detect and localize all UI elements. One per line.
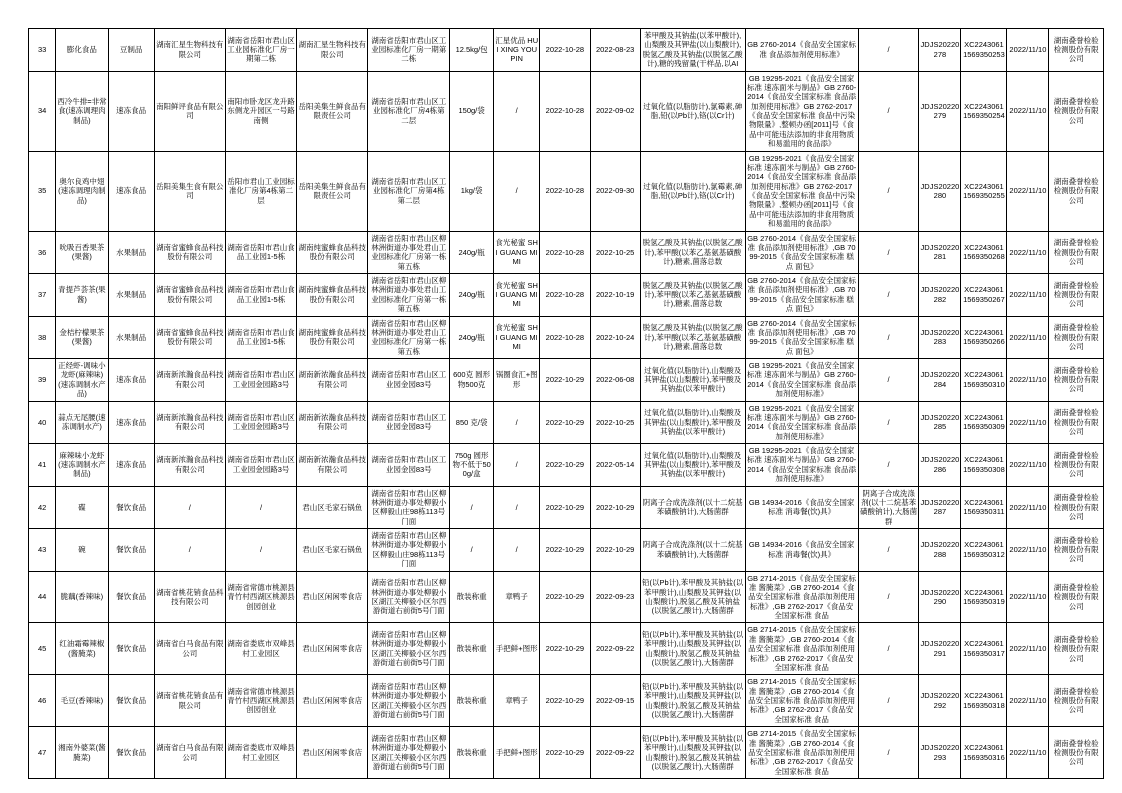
cell-report_no: XC22430611569350309 bbox=[961, 401, 1007, 444]
cell-spec: 600克 圆形物500克 bbox=[450, 359, 494, 402]
cell-producer: 湖南新浓瀚食品科技有限公司 bbox=[154, 401, 225, 444]
cell-food_name: 红油霜霉辣椒(酱腌菜) bbox=[56, 623, 108, 675]
cell-basis: GB 2760-2014《食品安全国家标准 食品添加剂使用标准》,GB 7099-2015《食品安全国家标准 糕点 面包》 bbox=[745, 231, 858, 274]
cell-date2: 2022-10-29 bbox=[590, 529, 640, 572]
cell-date1: 2022-10-28 bbox=[540, 151, 590, 231]
table-row bbox=[29, 486, 1104, 529]
cell-agency: 湖南叠誉检验检测股份有限公司 bbox=[1049, 486, 1104, 529]
cell-items: 阴离子合成洗涤剂(以十二烷基苯磺酸钠计),大肠菌群 bbox=[640, 486, 745, 529]
cell-agency: 湖南叠誉检验检测股份有限公司 bbox=[1049, 675, 1104, 727]
cell-producer: / bbox=[154, 529, 225, 572]
cell-date2: 2022-10-25 bbox=[590, 401, 640, 444]
cell-agency: 湖南叠誉检验检测股份有限公司 bbox=[1049, 274, 1104, 317]
cell-date2: 2022-09-15 bbox=[590, 675, 640, 727]
cell-no: 45 bbox=[29, 623, 56, 675]
cell-task: JDJS20220278 bbox=[919, 29, 961, 72]
cell-food_name: 碟 bbox=[56, 486, 108, 529]
cell-spec: 750g 圆形物不低于500g/盒 bbox=[450, 444, 494, 487]
cell-producer_address: 湖南省常德市桃源县青竹村西湖区桃源县创园创业 bbox=[225, 675, 296, 727]
cell-no: 41 bbox=[29, 444, 56, 487]
cell-agency: 湖南叠誉检验检测股份有限公司 bbox=[1049, 231, 1104, 274]
cell-sampled_address: 湖南省岳阳市君山区柳林洲街道办事处柳毅小区湖江关柳毅小区尔西游街道右前街5号门面 bbox=[368, 571, 450, 623]
cell-trademark: 锅圈食汇+图形 bbox=[494, 359, 540, 402]
cell-items: 铅(以Pb计),苯甲酸及其钠盐(以苯甲酸计),山梨酸及其钾盐(以山梨酸计),脱氢乙酸及其钠盐(以脱氢乙酸计),大肠菌群 bbox=[640, 623, 745, 675]
cell-producer_address: 湖南省岳阳市君山食品工业园1-5栋 bbox=[225, 274, 296, 317]
cell-sampled_address: 湖南省岳阳市君山区工业园金园83号 bbox=[368, 444, 450, 487]
cell-task: JDJS20220281 bbox=[919, 231, 961, 274]
cell-producer: 湖南省白马食品有限公司 bbox=[154, 727, 225, 779]
cell-remark: / bbox=[858, 29, 919, 72]
cell-date1: 2022-10-29 bbox=[540, 359, 590, 402]
cell-sampled_unit: 湖南汇星生物科技有限公司 bbox=[297, 29, 368, 72]
cell-remark: / bbox=[858, 274, 919, 317]
cell-sampled_address: 湖南省岳阳市君山区柳林洲街道办事处君山工业园标准化厂房第一栋第五栋 bbox=[368, 316, 450, 359]
cell-date2: 2022-10-29 bbox=[590, 486, 640, 529]
cell-sampled_unit: 君山区毛家石锅鱼 bbox=[297, 529, 368, 572]
cell-producer: 湖南汇星生物科技有限公司 bbox=[154, 29, 225, 72]
cell-producer: 湖南省蜜蜂食品科技股份有限公司 bbox=[154, 274, 225, 317]
cell-basis: GB 19295-2021《食品安全国家标准 速冻面米与制品》GB 2760-2014《食品安全国家标准 食品添加剂使用标准》GB 2762-2017《食品安全国家标准 食品中污染物限量》,整顿办函[2011]号《食品中可能违法添加的非食用物质和易滥用的食品添》 bbox=[745, 151, 858, 231]
cell-trademark: 食光秘蜜 SHI GUANG MI MI bbox=[494, 274, 540, 317]
cell-date2: 2022-09-02 bbox=[590, 71, 640, 151]
cell-notice_date: 2022/11/10 bbox=[1007, 727, 1049, 779]
cell-report_no: XC22430611569350254 bbox=[961, 71, 1007, 151]
cell-trademark: 汇星优品 HUI XING YOU PIN bbox=[494, 29, 540, 72]
cell-sampled_address: 湖南省岳阳市君山区柳林洲街道办事处君山工业园标准化厂房第一栋第五栋 bbox=[368, 231, 450, 274]
cell-producer_address: 湖南省娄底市双峰县村工业园区 bbox=[225, 623, 296, 675]
cell-remark: / bbox=[858, 316, 919, 359]
cell-food_subtype: 速冻食品 bbox=[108, 359, 154, 402]
cell-trademark: / bbox=[494, 71, 540, 151]
cell-date2: 2022-10-19 bbox=[590, 274, 640, 317]
cell-report_no: XC22430611569350312 bbox=[961, 529, 1007, 572]
cell-report_no: XC22430611569350255 bbox=[961, 151, 1007, 231]
cell-no: 34 bbox=[29, 71, 56, 151]
cell-food_subtype: 豆制品 bbox=[108, 29, 154, 72]
cell-remark: / bbox=[858, 231, 919, 274]
cell-trademark: / bbox=[494, 401, 540, 444]
cell-report_no: XC22430611569350308 bbox=[961, 444, 1007, 487]
cell-date1: 2022-10-28 bbox=[540, 71, 590, 151]
cell-basis: GB 19295-2021《食品安全国家标准 速冻面米与制品》GB 2760-2014《食品安全国家标准 食品添加剂使用标准》GB 2762-2017《食品安全国家标准 食品中污染物限量》,整顿办函[2011]号《食品中可能违法添加的非食用物质和易滥用的食品添》 bbox=[745, 71, 858, 151]
cell-no: 36 bbox=[29, 231, 56, 274]
cell-items: 过氧化值(以脂肪计),山梨酸及其钾盐(以山梨酸计),苯甲酸及其钠盐(以苯甲酸计) bbox=[640, 359, 745, 402]
cell-sampled_unit: 君山区闲闲零食店 bbox=[297, 623, 368, 675]
cell-items: 苯甲酸及其钠盐(以苯甲酸计),山梨酸及其钾盐(以山梨酸计),脱氢乙酸及其钠盐(以脱氢乙酸计),糖的残留量(干样品,以AI bbox=[640, 29, 745, 72]
table-row bbox=[29, 274, 1104, 317]
cell-agency: 湖南叠誉检验检测股份有限公司 bbox=[1049, 529, 1104, 572]
table-row bbox=[29, 444, 1104, 487]
cell-report_no: XC22430611569350267 bbox=[961, 274, 1007, 317]
cell-notice_date: 2022/11/10 bbox=[1007, 675, 1049, 727]
cell-notice_date: 2022/11/10 bbox=[1007, 151, 1049, 231]
cell-trademark: 章鸭子 bbox=[494, 675, 540, 727]
cell-agency: 湖南叠誉检验检测股份有限公司 bbox=[1049, 316, 1104, 359]
cell-sampled_unit: 湖南新浓瀚食品科技有限公司 bbox=[297, 359, 368, 402]
cell-trademark: 章鸭子 bbox=[494, 571, 540, 623]
cell-sampled_address: 湖南省岳阳市君山区柳林洲街道办事处柳毅小区湖江关柳毅小区尔西游街道右前街5号门面 bbox=[368, 727, 450, 779]
cell-task: JDJS20220287 bbox=[919, 486, 961, 529]
cell-report_no: XC22430611569350268 bbox=[961, 231, 1007, 274]
cell-food_name: 毛豆(香辣味) bbox=[56, 675, 108, 727]
cell-trademark: / bbox=[494, 444, 540, 487]
cell-sampled_unit: 君山区闲闲零食店 bbox=[297, 675, 368, 727]
cell-producer_address: 湖南省娄底市双峰县村工业园区 bbox=[225, 727, 296, 779]
cell-spec: 150g/袋 bbox=[450, 71, 494, 151]
cell-food_name: 奥尔良鸡中翅(速冻调理肉制品) bbox=[56, 151, 108, 231]
cell-spec: 850 克/袋 bbox=[450, 401, 494, 444]
cell-food_name: 膨化食品 bbox=[56, 29, 108, 72]
cell-producer_address: 湖南省岳阳市君山食品工业园1-5栋 bbox=[225, 316, 296, 359]
cell-basis: GB 2714-2015《食品安全国家标准 酱腌菜》,GB 2760-2014《食品安全国家标准 食品添加剂使用标准》,GB 2762-2017《食品安全国家标准 食品 bbox=[745, 571, 858, 623]
cell-notice_date: 2022/11/10 bbox=[1007, 623, 1049, 675]
cell-no: 33 bbox=[29, 29, 56, 72]
cell-agency: 湖南叠誉检验检测股份有限公司 bbox=[1049, 401, 1104, 444]
cell-food_subtype: 速冻食品 bbox=[108, 401, 154, 444]
cell-task: JDJS20220284 bbox=[919, 359, 961, 402]
cell-sampled_unit: 君山区毛家石锅鱼 bbox=[297, 486, 368, 529]
cell-sampled_unit: 岳阳美集生鲜食品有限责任公司 bbox=[297, 151, 368, 231]
cell-sampled_unit: 湖南新浓瀚食品科技有限公司 bbox=[297, 444, 368, 487]
cell-spec: / bbox=[450, 486, 494, 529]
cell-no: 35 bbox=[29, 151, 56, 231]
table-row bbox=[29, 231, 1104, 274]
cell-food_name: 脆藕(香辣味) bbox=[56, 571, 108, 623]
cell-no: 42 bbox=[29, 486, 56, 529]
cell-spec: 散装称重 bbox=[450, 727, 494, 779]
cell-producer: 湖南新浓瀚食品科技有限公司 bbox=[154, 444, 225, 487]
cell-no: 39 bbox=[29, 359, 56, 402]
cell-sampled_address: 湖南省岳阳市君山区柳林洲街道办事处柳毅小区湖江关柳毅小区尔西游街道右前街5号门面 bbox=[368, 623, 450, 675]
cell-no: 46 bbox=[29, 675, 56, 727]
cell-task: JDJS20220292 bbox=[919, 675, 961, 727]
cell-notice_date: 2022/11/10 bbox=[1007, 529, 1049, 572]
cell-basis: GB 2760-2014《食品安全国家标准 食品添加剂使用标准》 bbox=[745, 29, 858, 72]
cell-report_no: XC22430611569350318 bbox=[961, 675, 1007, 727]
cell-sampled_address: 湖南省岳阳市君山区工业园标准化厂房一期第二栋 bbox=[368, 29, 450, 72]
cell-food_subtype: 速冻食品 bbox=[108, 151, 154, 231]
cell-food_subtype: 水果制品 bbox=[108, 274, 154, 317]
cell-items: 过氧化值(以脂肪计),氯霉素,砷脂,铅(以Pb计),铬(以Cr计) bbox=[640, 151, 745, 231]
cell-task: JDJS20220291 bbox=[919, 623, 961, 675]
cell-notice_date: 2022/11/10 bbox=[1007, 29, 1049, 72]
cell-task: JDJS20220293 bbox=[919, 727, 961, 779]
cell-date1: 2022-10-29 bbox=[540, 444, 590, 487]
cell-agency: 湖南叠誉检验检测股份有限公司 bbox=[1049, 571, 1104, 623]
table-row bbox=[29, 675, 1104, 727]
cell-agency: 湖南叠誉检验检测股份有限公司 bbox=[1049, 71, 1104, 151]
cell-date1: 2022-10-29 bbox=[540, 675, 590, 727]
cell-no: 38 bbox=[29, 316, 56, 359]
cell-task: JDJS20220288 bbox=[919, 529, 961, 572]
cell-trademark: 食光秘蜜 SHI GUANG MI MI bbox=[494, 316, 540, 359]
cell-no: 37 bbox=[29, 274, 56, 317]
cell-basis: GB 2714-2015《食品安全国家标准 酱腌菜》,GB 2760-2014《食品安全国家标准 食品添加剂使用标准》,GB 2762-2017《食品安全国家标准 食品 bbox=[745, 675, 858, 727]
cell-spec: 散装称重 bbox=[450, 675, 494, 727]
cell-producer_address: 岳阳市君山工业园标准化厂房第4栋第二层 bbox=[225, 151, 296, 231]
table-row bbox=[29, 401, 1104, 444]
inspection-results-table bbox=[28, 28, 1104, 779]
cell-report_no: XC22430611569350317 bbox=[961, 623, 1007, 675]
cell-food_subtype: 餐饮食品 bbox=[108, 727, 154, 779]
cell-basis: GB 14934-2016《食品安全国家标准 消毒餐(饮)具》 bbox=[745, 529, 858, 572]
cell-producer: 湖南省桃花销食品科技有限公司 bbox=[154, 571, 225, 623]
cell-report_no: XC22430611569350311 bbox=[961, 486, 1007, 529]
cell-food_name: 湘南外婆菜(酱腌菜) bbox=[56, 727, 108, 779]
cell-task: JDJS20220290 bbox=[919, 571, 961, 623]
cell-trademark: / bbox=[494, 151, 540, 231]
cell-date2: 2022-10-25 bbox=[590, 231, 640, 274]
cell-sampled_address: 湖南省岳阳市君山区工业园标准化厂房第4栋第二层 bbox=[368, 151, 450, 231]
cell-basis: GB 2714-2015《食品安全国家标准 酱腌菜》,GB 2760-2014《食品安全国家标准 食品添加剂使用标准》,GB 2762-2017《食品安全国家标准 食品 bbox=[745, 623, 858, 675]
cell-producer: / bbox=[154, 486, 225, 529]
cell-sampled_address: 湖南省岳阳市君山区柳林洲街道办事处君山工业园标准化厂房第一栋第五栋 bbox=[368, 274, 450, 317]
cell-producer_address: 湖南省常德市桃源县青竹村西湖区桃源县创园创业 bbox=[225, 571, 296, 623]
cell-agency: 湖南叠誉检验检测股份有限公司 bbox=[1049, 727, 1104, 779]
cell-spec: 12.5kg/包 bbox=[450, 29, 494, 72]
cell-spec: 240g/瓶 bbox=[450, 274, 494, 317]
cell-producer: 南阳鲜评食品有限公司 bbox=[154, 71, 225, 151]
cell-agency: 湖南叠誉检验检测股份有限公司 bbox=[1049, 623, 1104, 675]
cell-basis: GB 2714-2015《食品安全国家标准 酱腌菜》,GB 2760-2014《食品安全国家标准 食品添加剂使用标准》,GB 2762-2017《食品安全国家标准 食品 bbox=[745, 727, 858, 779]
cell-items: 铅(以Pb计),苯甲酸及其钠盐(以苯甲酸计),山梨酸及其钾盐(以山梨酸计),脱氢乙酸及其钠盐(以脱氢乙酸计),大肠菌群 bbox=[640, 571, 745, 623]
cell-task: JDJS20220279 bbox=[919, 71, 961, 151]
cell-sampled_address: 湖南省岳阳市君山区柳林洲街道办事处柳毅小区柳毅山庄98栋113号门面 bbox=[368, 486, 450, 529]
cell-task: JDJS20220282 bbox=[919, 274, 961, 317]
cell-producer_address: / bbox=[225, 529, 296, 572]
cell-date1: 2022-10-29 bbox=[540, 623, 590, 675]
cell-notice_date: 2022/11/10 bbox=[1007, 359, 1049, 402]
cell-date2: 2022-10-24 bbox=[590, 316, 640, 359]
cell-remark: / bbox=[858, 71, 919, 151]
cell-items: 铅(以Pb计),苯甲酸及其钠盐(以苯甲酸计),山梨酸及其钾盐(以山梨酸计),脱氢乙酸及其钠盐(以脱氢乙酸计),大肠菌群 bbox=[640, 727, 745, 779]
cell-food_name: 西冷牛排=非常食(速冻调理肉制品) bbox=[56, 71, 108, 151]
cell-sampled_address: 湖南省岳阳市君山区工业园金园83号 bbox=[368, 401, 450, 444]
cell-trademark: / bbox=[494, 529, 540, 572]
cell-trademark: 手把鲜+图形 bbox=[494, 623, 540, 675]
cell-remark: / bbox=[858, 151, 919, 231]
cell-items: 脱氢乙酸及其钠盐(以脱氢乙酸计),苯甲酸(以苯乙基氨基磺酸计),糖素,菌落总数 bbox=[640, 231, 745, 274]
cell-date2: 2022-05-14 bbox=[590, 444, 640, 487]
cell-trademark: 食光秘蜜 SHI GUANG MI MI bbox=[494, 231, 540, 274]
cell-items: 脱氢乙酸及其钠盐(以脱氢乙酸计),苯甲酸(以苯乙基氨基磺酸计),糖素,菌落总数 bbox=[640, 274, 745, 317]
table-row bbox=[29, 29, 1104, 72]
cell-date1: 2022-10-29 bbox=[540, 571, 590, 623]
cell-sampled_unit: 湖南纯蜜蜂食品科技股份有限公司 bbox=[297, 274, 368, 317]
cell-agency: 湖南叠誉检验检测股份有限公司 bbox=[1049, 444, 1104, 487]
table-row bbox=[29, 529, 1104, 572]
cell-spec: 散装称重 bbox=[450, 623, 494, 675]
cell-items: 过氧化值(以脂肪计),氯霉素,砷脂,铅(以Pb计),铬(以Cr计) bbox=[640, 71, 745, 151]
cell-sampled_unit: 君山区闲闲零食店 bbox=[297, 571, 368, 623]
cell-agency: 湖南叠誉检验检测股份有限公司 bbox=[1049, 151, 1104, 231]
cell-date2: 2022-09-22 bbox=[590, 623, 640, 675]
cell-date1: 2022-10-29 bbox=[540, 401, 590, 444]
table-row bbox=[29, 71, 1104, 151]
cell-date2: 2022-06-08 bbox=[590, 359, 640, 402]
cell-no: 44 bbox=[29, 571, 56, 623]
cell-report_no: XC22430611569350266 bbox=[961, 316, 1007, 359]
cell-producer_address: 湖南省岳阳市君山区工业园金园路3号 bbox=[225, 359, 296, 402]
cell-sampled_unit: 湖南纯蜜蜂食品科技股份有限公司 bbox=[297, 231, 368, 274]
cell-notice_date: 2022/11/10 bbox=[1007, 316, 1049, 359]
cell-no: 40 bbox=[29, 401, 56, 444]
cell-sampled_address: 湖南省岳阳市君山区柳林洲街道办事处柳毅小区湖江关柳毅小区尔西游街道右前街5号门面 bbox=[368, 675, 450, 727]
cell-date1: 2022-10-29 bbox=[540, 486, 590, 529]
cell-report_no: XC22430611569350310 bbox=[961, 359, 1007, 402]
cell-sampled_unit: 湖南纯蜜蜂食品科技股份有限公司 bbox=[297, 316, 368, 359]
cell-remark: / bbox=[858, 675, 919, 727]
cell-food_subtype: 速冻食品 bbox=[108, 71, 154, 151]
cell-producer: 岳阳美集生食有限公司 bbox=[154, 151, 225, 231]
cell-spec: 240g/瓶 bbox=[450, 316, 494, 359]
cell-items: 过氧化值(以脂肪计),山梨酸及其钾盐(以山梨酸计),苯甲酸及其钠盐(以苯甲酸计) bbox=[640, 401, 745, 444]
cell-food_name: 青提芦荟茶(果酱) bbox=[56, 274, 108, 317]
cell-food_subtype: 餐饮食品 bbox=[108, 675, 154, 727]
cell-report_no: XC22430611569350253 bbox=[961, 29, 1007, 72]
cell-remark: / bbox=[858, 359, 919, 402]
cell-date1: 2022-10-29 bbox=[540, 529, 590, 572]
cell-notice_date: 2022/11/10 bbox=[1007, 486, 1049, 529]
table-row bbox=[29, 316, 1104, 359]
cell-date2: 2022-09-30 bbox=[590, 151, 640, 231]
cell-sampled_address: 湖南省岳阳市君山区工业园标准化厂房4栋第二层 bbox=[368, 71, 450, 151]
cell-trademark: 手把鲜+图形 bbox=[494, 727, 540, 779]
cell-agency: 湖南叠誉检验检测股份有限公司 bbox=[1049, 29, 1104, 72]
cell-date1: 2022-10-28 bbox=[540, 274, 590, 317]
cell-trademark: / bbox=[494, 486, 540, 529]
cell-remark: / bbox=[858, 727, 919, 779]
cell-notice_date: 2022/11/10 bbox=[1007, 571, 1049, 623]
cell-no: 47 bbox=[29, 727, 56, 779]
cell-spec: 1kg/袋 bbox=[450, 151, 494, 231]
table-row bbox=[29, 571, 1104, 623]
cell-items: 阴离子合成洗涤剂(以十二烷基苯磺酸钠计),大肠菌群 bbox=[640, 529, 745, 572]
cell-remark: / bbox=[858, 444, 919, 487]
cell-food_subtype: 餐饮食品 bbox=[108, 571, 154, 623]
cell-spec: 240g/瓶 bbox=[450, 231, 494, 274]
cell-date1: 2022-10-28 bbox=[540, 29, 590, 72]
cell-producer_address: 湖南省岳阳市君山区工业园金园路3号 bbox=[225, 444, 296, 487]
cell-date1: 2022-10-28 bbox=[540, 316, 590, 359]
cell-producer_address: / bbox=[225, 486, 296, 529]
cell-food_subtype: 餐饮食品 bbox=[108, 486, 154, 529]
cell-food_name: 吮吸百香果茶(果酱) bbox=[56, 231, 108, 274]
cell-food_name: 正经虾-调味小龙虾(麻辣味)(速冻调制水产品) bbox=[56, 359, 108, 402]
cell-producer_address: 南阳市卧龙区龙升路东侧龙升园区一号路南侧 bbox=[225, 71, 296, 151]
cell-basis: GB 19295-2021《食品安全国家标准 速冻面米与制品》GB 2760-2014《食品安全国家标准 食品添加剂使用标准》 bbox=[745, 359, 858, 402]
cell-remark: / bbox=[858, 529, 919, 572]
cell-notice_date: 2022/11/10 bbox=[1007, 444, 1049, 487]
cell-basis: GB 19295-2021《食品安全国家标准 速冻面米与制品》GB 2760-2014《食品安全国家标准 食品添加剂使用标准》 bbox=[745, 444, 858, 487]
cell-food_name: 金桔柠檬果茶(果酱) bbox=[56, 316, 108, 359]
cell-sampled_address: 湖南省岳阳市君山区工业园金园83号 bbox=[368, 359, 450, 402]
cell-items: 铅(以Pb计),苯甲酸及其钠盐(以苯甲酸计),山梨酸及其钾盐(以山梨酸计),脱氢乙酸及其钠盐(以脱氢乙酸计),大肠菌群 bbox=[640, 675, 745, 727]
cell-date2: 2022-08-23 bbox=[590, 29, 640, 72]
cell-remark: 阴离子合成洗涤剂(以十二烷基苯磺酸钠计),大肠菌群 bbox=[858, 486, 919, 529]
cell-report_no: XC22430611569350316 bbox=[961, 727, 1007, 779]
cell-task: JDJS20220283 bbox=[919, 316, 961, 359]
cell-task: JDJS20220285 bbox=[919, 401, 961, 444]
cell-producer: 湖南省桃花销食品有限公司 bbox=[154, 675, 225, 727]
cell-food_name: 蒜点无尾腰(速冻调制水产) bbox=[56, 401, 108, 444]
cell-task: JDJS20220286 bbox=[919, 444, 961, 487]
cell-sampled_unit: 君山区闲闲零食店 bbox=[297, 727, 368, 779]
cell-food_subtype: 餐饮食品 bbox=[108, 529, 154, 572]
table-row bbox=[29, 151, 1104, 231]
cell-sampled_address: 湖南省岳阳市君山区柳林洲街道办事处柳毅小区柳毅山庄98栋113号门面 bbox=[368, 529, 450, 572]
cell-food_subtype: 水果制品 bbox=[108, 316, 154, 359]
table-row bbox=[29, 359, 1104, 402]
cell-agency: 湖南叠誉检验检测股份有限公司 bbox=[1049, 359, 1104, 402]
cell-food_subtype: 餐饮食品 bbox=[108, 623, 154, 675]
cell-date1: 2022-10-29 bbox=[540, 727, 590, 779]
cell-notice_date: 2022/11/10 bbox=[1007, 71, 1049, 151]
cell-date2: 2022-09-22 bbox=[590, 727, 640, 779]
cell-producer: 湖南省蜜蜂食品科技股份有限公司 bbox=[154, 316, 225, 359]
cell-sampled_unit: 岳阳美集生鲜食品有限责任公司 bbox=[297, 71, 368, 151]
cell-food_name: 麻辣味小龙虾(速冻调制水产制品) bbox=[56, 444, 108, 487]
cell-date2: 2022-09-23 bbox=[590, 571, 640, 623]
cell-basis: GB 2760-2014《食品安全国家标准 食品添加剂使用标准》,GB 7099-2015《食品安全国家标准 糕点 面包》 bbox=[745, 316, 858, 359]
table-row bbox=[29, 623, 1104, 675]
cell-producer_address: 湖南省岳阳市君山区工业园金园路3号 bbox=[225, 401, 296, 444]
cell-items: 过氧化值(以脂肪计),山梨酸及其钾盐(以山梨酸计),苯甲酸及其钠盐(以苯甲酸计) bbox=[640, 444, 745, 487]
cell-basis: GB 2760-2014《食品安全国家标准 食品添加剂使用标准》,GB 7099-2015《食品安全国家标准 糕点 面包》 bbox=[745, 274, 858, 317]
cell-task: JDJS20220280 bbox=[919, 151, 961, 231]
cell-food_subtype: 水果制品 bbox=[108, 231, 154, 274]
cell-notice_date: 2022/11/10 bbox=[1007, 231, 1049, 274]
cell-notice_date: 2022/11/10 bbox=[1007, 274, 1049, 317]
table-row bbox=[29, 727, 1104, 779]
cell-remark: / bbox=[858, 623, 919, 675]
cell-remark: / bbox=[858, 401, 919, 444]
cell-spec: / bbox=[450, 529, 494, 572]
cell-date1: 2022-10-28 bbox=[540, 231, 590, 274]
cell-food_name: 碗 bbox=[56, 529, 108, 572]
cell-producer: 湖南新浓瀚食品科技有限公司 bbox=[154, 359, 225, 402]
cell-producer: 湖南省蜜蜂食品科技股份有限公司 bbox=[154, 231, 225, 274]
cell-sampled_unit: 湖南新浓瀚食品科技有限公司 bbox=[297, 401, 368, 444]
cell-no: 43 bbox=[29, 529, 56, 572]
cell-notice_date: 2022/11/10 bbox=[1007, 401, 1049, 444]
cell-report_no: XC22430611569350319 bbox=[961, 571, 1007, 623]
cell-items: 脱氢乙酸及其钠盐(以脱氢乙酸计),苯甲酸(以苯乙基氨基磺酸计),糖素,菌落总数 bbox=[640, 316, 745, 359]
cell-producer: 湖南省白马食品有限公司 bbox=[154, 623, 225, 675]
cell-producer_address: 湖南省岳阳市君山食品工业园1-5栋 bbox=[225, 231, 296, 274]
cell-basis: GB 19295-2021《食品安全国家标准 速冻面米与制品》GB 2760-2014《食品安全国家标准 食品添加剂使用标准》 bbox=[745, 401, 858, 444]
cell-producer_address: 湖南省岳阳市君山区工业园标准化厂房一期第二栋 bbox=[225, 29, 296, 72]
cell-remark: / bbox=[858, 571, 919, 623]
cell-basis: GB 14934-2016《食品安全国家标准 消毒餐(饮)具》 bbox=[745, 486, 858, 529]
cell-food_subtype: 速冻食品 bbox=[108, 444, 154, 487]
cell-spec: 散装称重 bbox=[450, 571, 494, 623]
